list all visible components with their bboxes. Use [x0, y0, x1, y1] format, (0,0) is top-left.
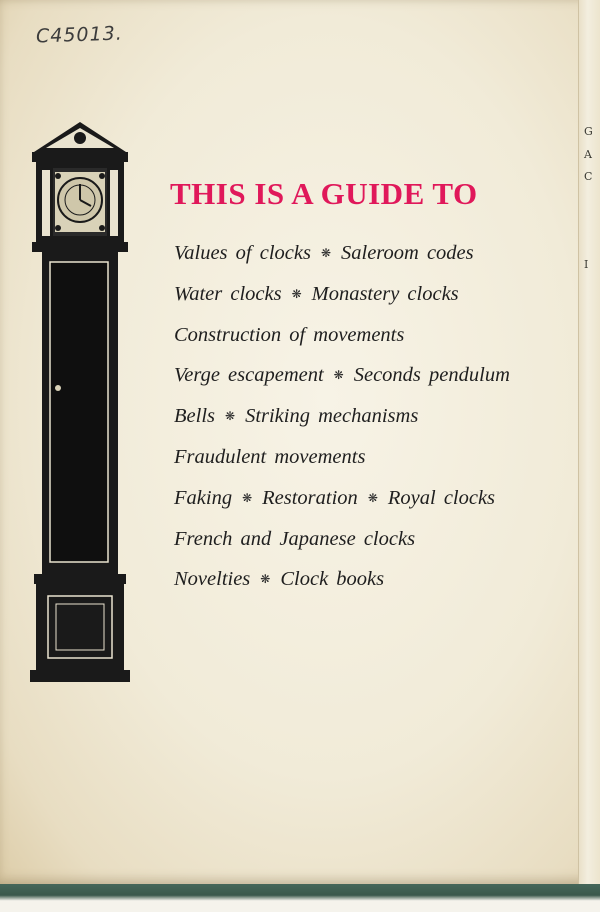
flower-separator-icon: ❋	[333, 368, 344, 383]
topic-item: Construction of movements	[174, 323, 405, 346]
topic-line	[174, 279, 510, 320]
topic-item: Bells	[174, 405, 215, 428]
edge-letter: I	[584, 258, 589, 271]
topic-item: Verge escapement	[174, 364, 324, 387]
topic-line	[174, 442, 510, 483]
topic-line	[174, 360, 510, 401]
topic-line	[174, 238, 510, 279]
flower-separator-icon: ❋	[225, 409, 236, 424]
topic-item: Fraudulent movements	[174, 445, 366, 468]
topics-list	[174, 238, 510, 605]
flower-separator-icon: ❋	[242, 490, 253, 505]
topic-item: French and Japanese clocks	[174, 527, 416, 550]
flower-separator-icon: ❋	[320, 246, 332, 260]
topic-line	[174, 564, 510, 605]
topic-line	[174, 401, 510, 442]
cover-binding-edge	[0, 884, 600, 912]
flower-separator-icon: ❋	[260, 572, 271, 587]
topic-item: Water clocks	[174, 282, 282, 305]
topic-item: Saleroom codes	[341, 242, 474, 264]
flower-separator-icon: ❋	[367, 490, 378, 505]
edge-letter: G	[584, 125, 593, 138]
topic-line	[174, 483, 510, 524]
headline: THIS IS A GUIDE TO	[170, 176, 478, 211]
topic-item: Royal clocks	[387, 486, 496, 509]
topic-item: Clock books	[280, 568, 385, 591]
topic-line	[174, 524, 510, 565]
flower-separator-icon: ❋	[291, 286, 302, 301]
edge-letter: A	[584, 148, 592, 161]
topic-item: Monastery clocks	[311, 282, 459, 305]
longcase-clock-icon	[28, 118, 132, 684]
topic-item: Faking	[174, 486, 233, 509]
topic-line	[174, 320, 510, 361]
topic-item: Novelties	[174, 568, 251, 591]
topic-item: Restoration	[262, 486, 358, 509]
handwritten-note: C45013.	[35, 22, 124, 48]
topic-item: Values of clocks	[174, 242, 311, 264]
topic-item: Striking mechanisms	[245, 405, 419, 428]
topic-item: Seconds pendulum	[353, 364, 510, 387]
edge-letter: C	[584, 170, 593, 183]
